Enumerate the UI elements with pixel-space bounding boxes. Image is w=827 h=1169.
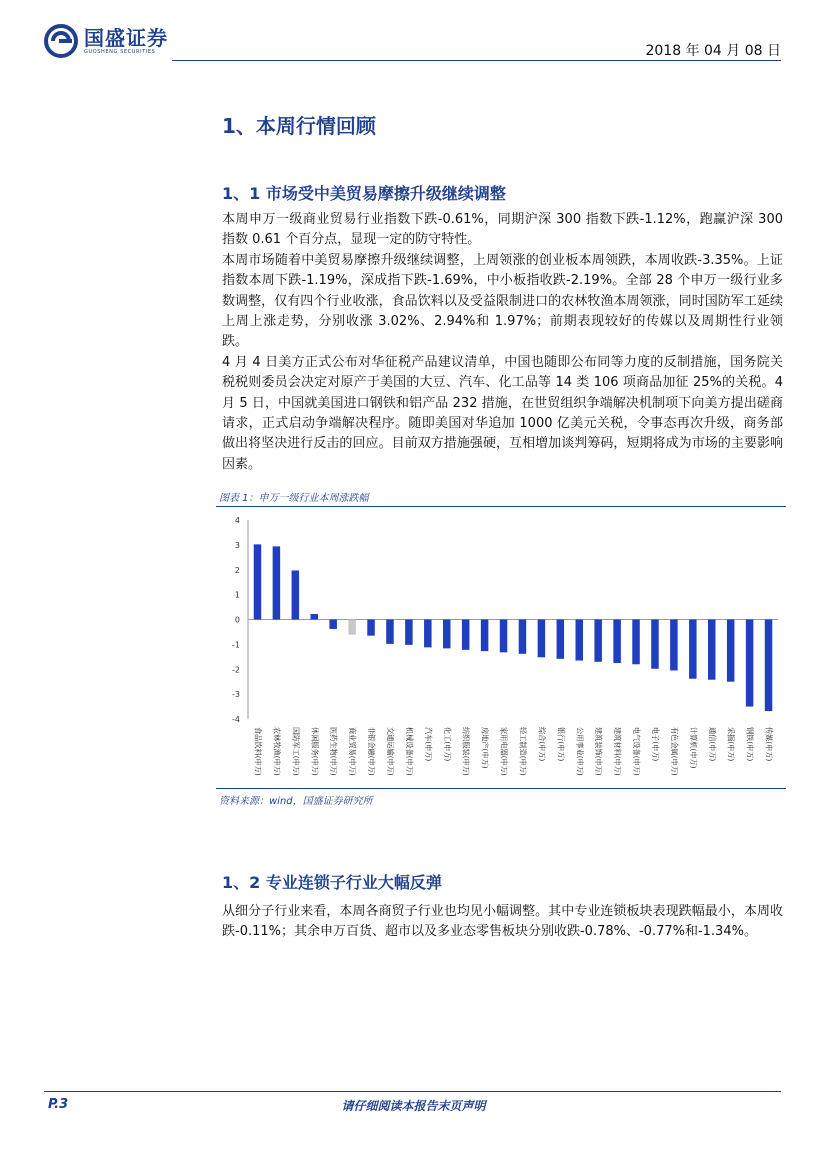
category-label: 采掘(申万) <box>726 727 736 762</box>
bar <box>651 620 659 669</box>
figure-source: 资料来源：wind，国盛证券研究所 <box>219 796 373 807</box>
y-tick-label: 4 <box>234 516 240 525</box>
y-tick-label: -1 <box>232 640 240 650</box>
subsection-1-1-body <box>222 210 783 475</box>
bar <box>689 620 697 679</box>
company-logo <box>44 24 168 58</box>
category-label: 商业贸易(申万) <box>348 727 358 776</box>
bar <box>292 570 300 619</box>
y-tick-label: 1 <box>234 590 240 600</box>
bar <box>727 620 735 682</box>
bar <box>576 620 584 661</box>
bar <box>367 620 375 636</box>
bar <box>670 620 678 671</box>
category-label: 建筑装饰(申万) <box>594 727 604 776</box>
figure-bottom-rule <box>216 788 786 789</box>
logo-icon <box>44 24 78 58</box>
bar <box>462 620 470 650</box>
category-label: 医药生物(申万) <box>329 727 339 776</box>
bar <box>311 614 319 619</box>
bar <box>613 620 621 664</box>
bar-chart <box>216 510 786 786</box>
paragraph: 从细分子行业来看，本周各商贸子行业也均见小幅调整。其中专业连锁板块表现跌幅最小，本周收跌-0.11%；其余申万百货、超市以及多业态零售板块分别收跌-0.78%、-0.77%和-1.34%。 <box>222 904 783 940</box>
category-label: 钢铁(申万) <box>745 727 755 762</box>
category-label: 机械设备(申万) <box>404 727 414 776</box>
bar <box>329 620 337 629</box>
bar <box>273 546 281 619</box>
category-label: 房地产(申万) <box>480 727 490 769</box>
logo-english: GUOSHENG SECURITIES <box>84 49 156 55</box>
header-divider <box>172 60 781 61</box>
bar <box>424 620 432 648</box>
bar <box>746 620 754 707</box>
paragraph: 本周市场随着中美贸易摩擦升级继续调整，上周领涨的创业板本周领跌，本周收跌-3.35%。上证指数本周下跌-1.19%，深成指下跌-1.69%，中小板指收跌-2.19%。全部 28 个申万一级行业多数调整，仅有四个行业收涨，食品饮料以及受益限制进口的农林牧渔本周领涨，同时国防军工延续上周上涨走势，分别收涨 3.02%、2.94%和 1.97%；前期表现较好的传媒以及周期性行业领跌。 <box>222 252 783 350</box>
y-tick-label: -3 <box>232 690 240 700</box>
category-label: 综合(申万) <box>537 727 547 762</box>
page-number: P.3 <box>48 1097 69 1112</box>
bar <box>405 620 413 645</box>
category-label: 电气设备(申万) <box>632 727 642 776</box>
category-label: 通信(申万) <box>707 727 717 762</box>
bar <box>632 620 640 665</box>
category-label: 有色金属(申万) <box>669 727 679 776</box>
bar <box>708 620 716 680</box>
category-label: 公用事业(申万) <box>575 727 585 776</box>
category-label: 食品饮料(申万) <box>253 727 263 776</box>
category-label: 家用电器(申万) <box>499 727 509 776</box>
category-label: 纺织服装(申万) <box>461 727 471 776</box>
bar <box>594 620 602 662</box>
figure-top-rule <box>216 506 786 507</box>
bar <box>348 620 356 635</box>
bar <box>443 620 451 649</box>
category-label: 非银金融(申万) <box>367 727 377 776</box>
bar <box>557 620 565 659</box>
subsection-1-2-body <box>222 902 783 943</box>
paragraph: 4 月 4 日美方正式公布对华征税产品建议清单，中国也随即公布同等力度的反制措施，国务院关税税则委员会决定对原产于美国的大豆、汽车、化工品等 14 类 106 项商品加征 25%的关税。4 月 5 日，中国就美国进口钢铁和铝产品 232 措施，在世贸组织争端解决机制项下向美方提出磋商请求，正式启动争端解决程序。随即美国对华追加 1000 亿美元关税，令事态再次升级，商务部做出将坚决进行反击的回应。目前双方措施强硬，互相增加谈判筹码，短期将成为市场的主要影响因素。 <box>222 354 783 472</box>
category-label: 电子(申万) <box>650 727 660 762</box>
category-label: 化工(申万) <box>442 727 452 762</box>
category-label: 传媒(申万) <box>764 727 774 762</box>
category-label: 建筑材料(申万) <box>613 727 623 776</box>
category-label: 计算机(申万) <box>688 727 698 769</box>
y-tick-label: -2 <box>232 665 240 675</box>
paragraph: 本周申万一级商业贸易行业指数下跌-0.61%，同期沪深 300 指数下跌-1.12%，跑赢沪深 300 指数 0.61 个百分点，显现一定的防守特性。 <box>222 212 783 248</box>
subsection-title-1-1: 1、1 市场受中美贸易摩擦升级继续调整 <box>222 184 506 203</box>
footer-disclaimer: 请仔细阅读本报告末页声明 <box>341 1099 486 1113</box>
bar <box>481 620 489 652</box>
y-tick-label: 3 <box>234 540 240 550</box>
subsection-title-1-2: 1、2 专业连锁子行业大幅反弹 <box>222 873 442 892</box>
report-date: 2018 年 04 月 08 日 <box>645 43 781 59</box>
category-label: 汽车(申万) <box>423 727 433 762</box>
category-label: 交通运输(申万) <box>385 727 395 776</box>
bar <box>254 544 262 619</box>
logo-name: 国盛证券 <box>84 26 168 50</box>
category-label: 轻工制造(申万) <box>518 727 528 776</box>
y-tick-label: 2 <box>234 565 240 575</box>
bar <box>765 620 773 712</box>
bar <box>386 620 394 644</box>
section-title: 1、本周行情回顾 <box>222 114 376 138</box>
bar <box>500 620 508 653</box>
bar <box>538 620 546 658</box>
category-label: 休闲服务(申万) <box>310 727 320 776</box>
bar <box>519 620 527 654</box>
footer-divider <box>44 1091 781 1092</box>
category-label: 农林牧渔(申万) <box>272 727 282 776</box>
y-tick-label: -4 <box>232 715 240 724</box>
y-tick-label: 0 <box>234 615 240 625</box>
figure-title: 图表 1：申万一级行业本周涨跌幅 <box>219 493 369 504</box>
category-label: 国防军工(申万) <box>291 727 301 776</box>
category-label: 银行(申万) <box>556 727 566 762</box>
